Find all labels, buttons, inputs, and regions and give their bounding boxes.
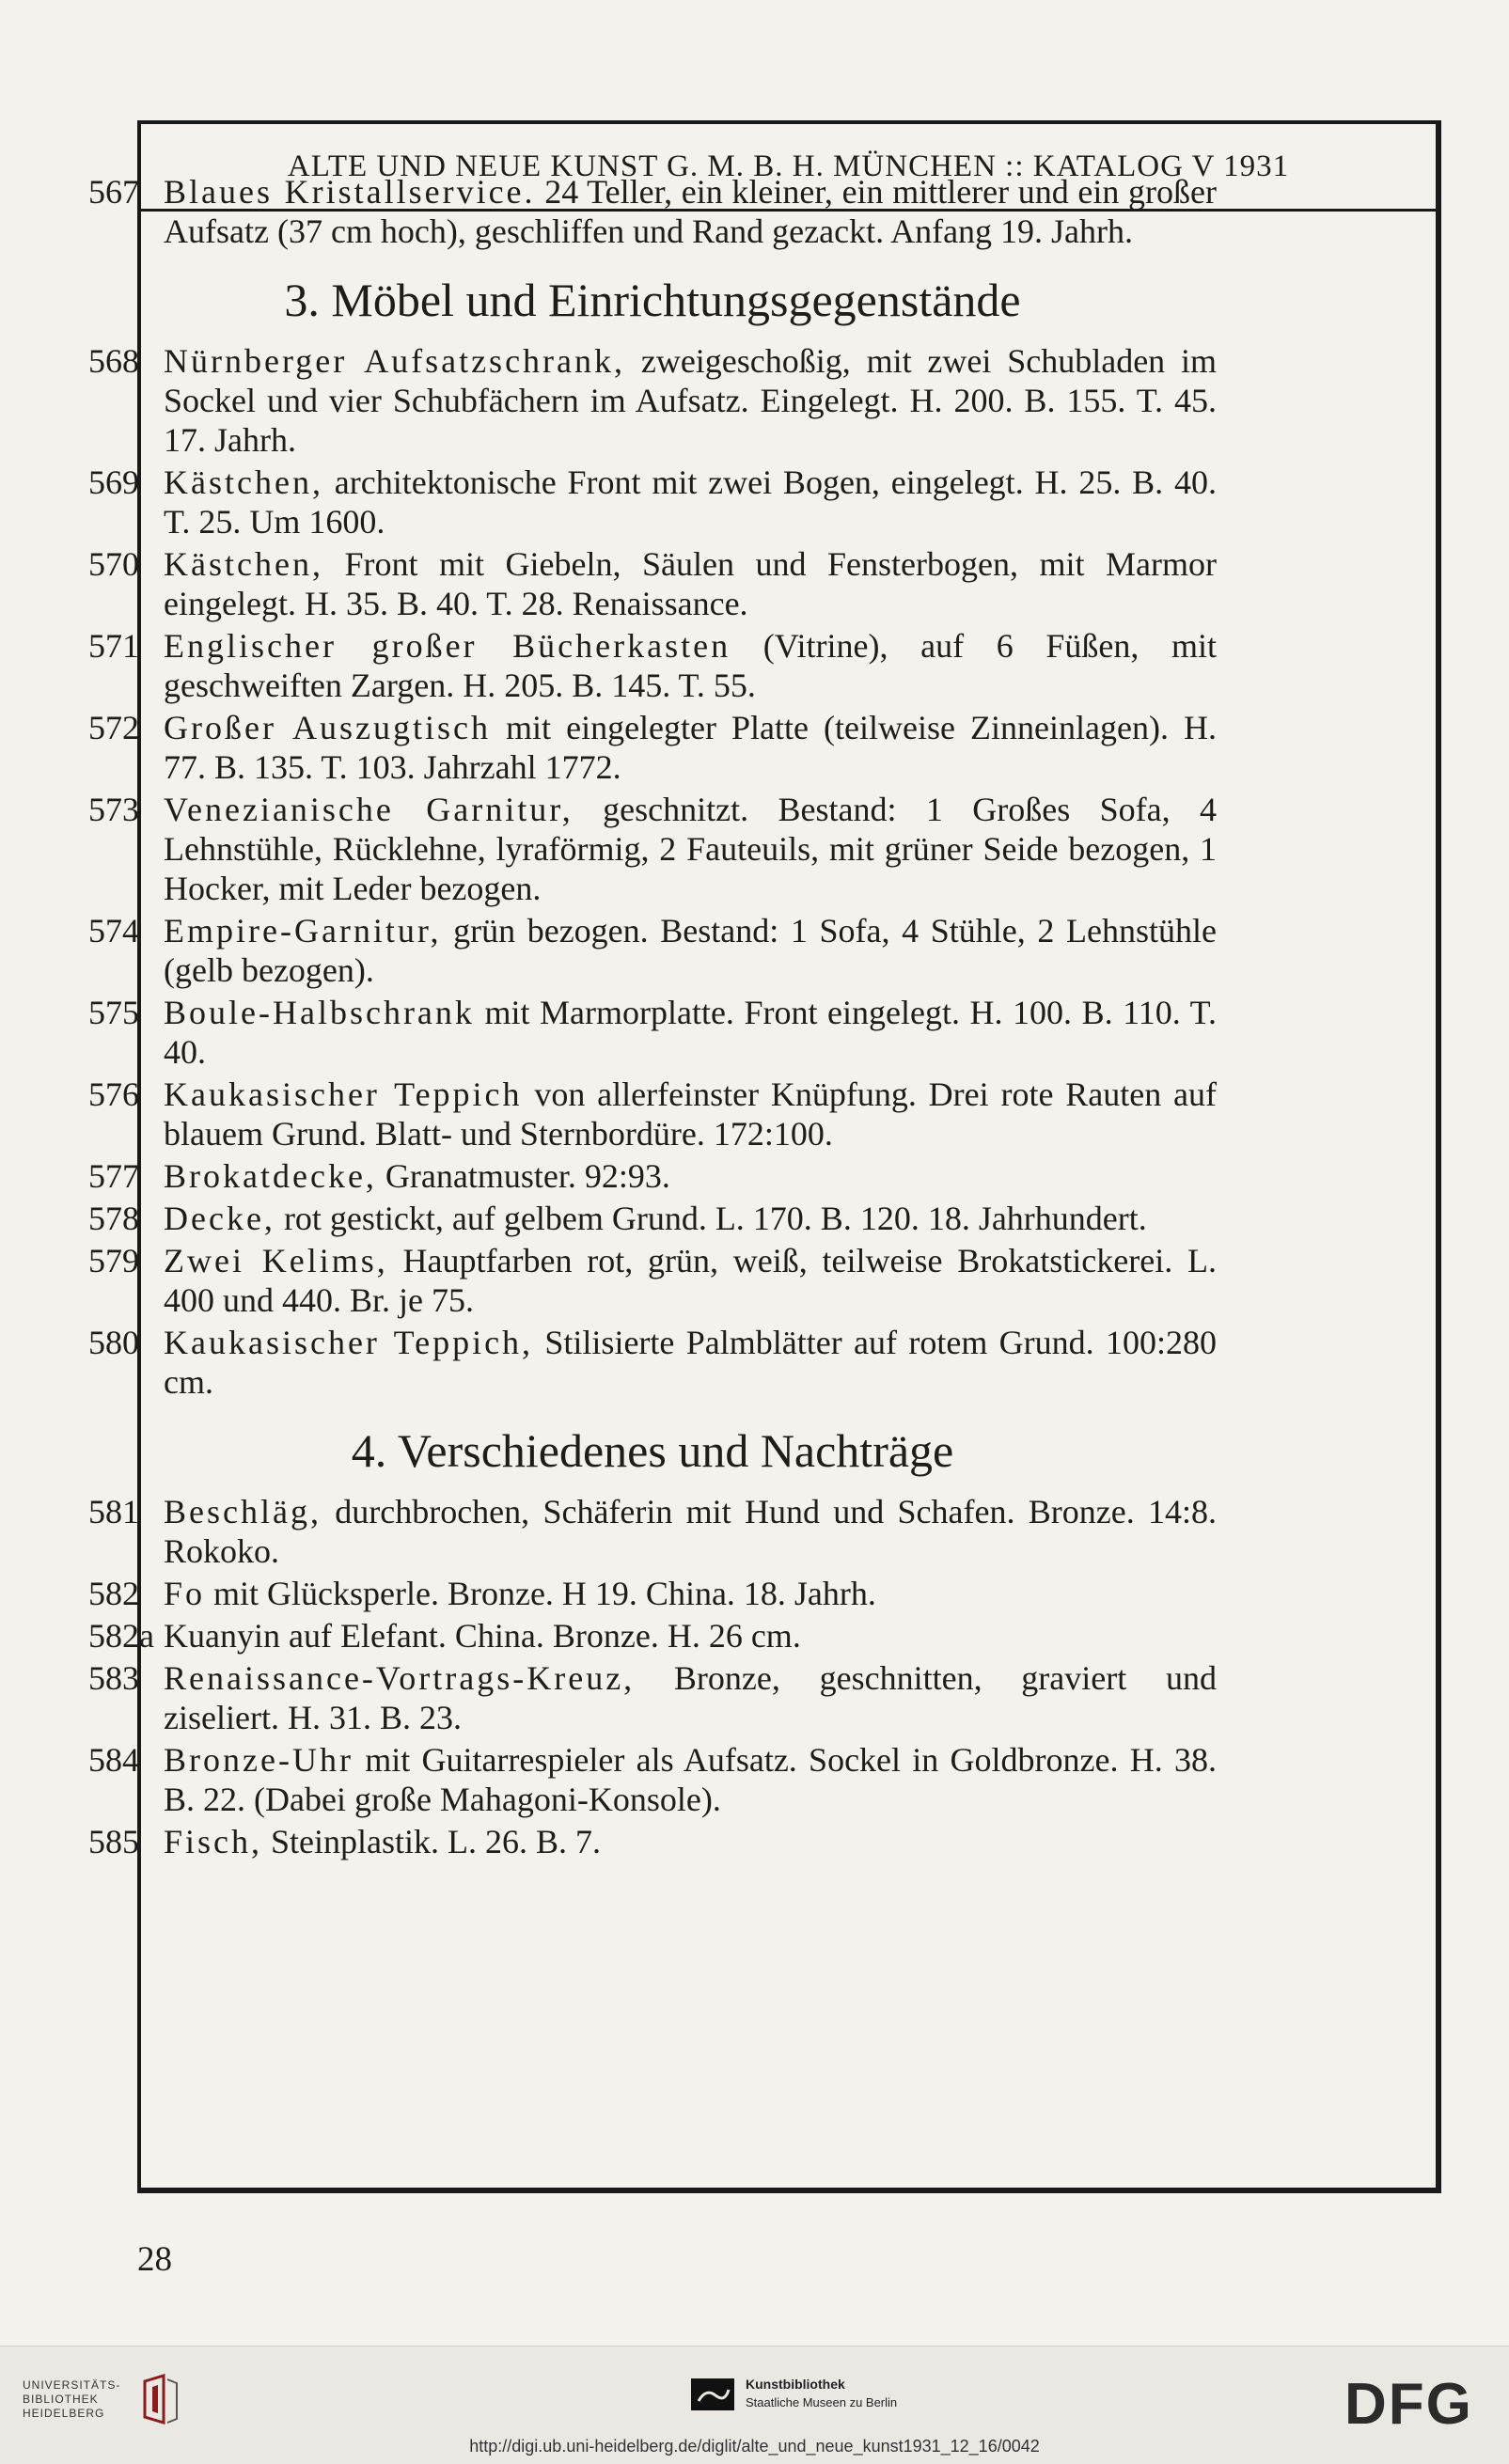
entry-description: mit Marmorplatte. Front eingelegt. H. 100. B. 110. T. 40. (164, 994, 1217, 1071)
entry-description: architektonische Front mit zwei Bogen, eingelegt. H. 25. B. 40. T. 25. Um 1600. (164, 463, 1217, 541)
entry-text (164, 1740, 1217, 1819)
entry-description: rot gestickt, auf gelbem Grund. L. 170. B. 120. 18. Jahrhundert. (275, 1200, 1147, 1237)
entry-title: Nürnberger Aufsatzschrank, (164, 342, 626, 380)
page-number: 28 (137, 2240, 172, 2279)
entry-text (164, 1156, 1217, 1196)
entry-number: 575 (88, 994, 139, 1031)
entry-title: Zwei Kelims, (164, 1242, 388, 1279)
entry-number: 583 (88, 1659, 139, 1697)
entry-number: 577 (88, 1157, 139, 1195)
entry-text (164, 1658, 1217, 1737)
entry-title: Großer Auszugtisch (164, 709, 491, 746)
entries-section-3 (88, 341, 1217, 1402)
dfg-logo: DFG (1344, 2372, 1473, 2437)
entry-title: Kästchen, (164, 463, 323, 501)
entry-text (164, 1323, 1217, 1402)
catalog-entry (88, 1658, 1217, 1737)
entry-text (164, 1241, 1217, 1320)
entry-title: Boule-Halbschrank (164, 994, 475, 1031)
catalog-entry (88, 1616, 1217, 1656)
entry-number: 574 (88, 912, 139, 950)
entry-title: Brokatdecke, (164, 1157, 377, 1195)
header-title: ALTE UND NEUE KUNST G. M. B. H. MÜNCHEN :: KATALOG V 1931 (287, 149, 1290, 183)
entry-number: 576 (88, 1075, 139, 1113)
entry-title: Venezianische Garnitur, (164, 791, 574, 828)
entry-description: Granatmuster. 92:93. (376, 1157, 670, 1195)
entry-text (164, 544, 1217, 623)
entry-number: 578 (88, 1200, 139, 1237)
entry-text (164, 911, 1217, 990)
source-url[interactable]: http://digi.ub.uni-heidelberg.de/diglit/alte_und_neue_kunst1931_12_16/0042 (469, 2437, 1040, 2456)
entry-description: Steinplastik. L. 26. B. 7. (262, 1823, 602, 1860)
entry-number: 568 (88, 342, 139, 380)
catalog-entry (88, 1574, 1217, 1613)
entry-text (164, 1574, 1217, 1613)
entry-text (164, 993, 1217, 1072)
entry-number: 567 (88, 173, 139, 211)
entry-title: Kästchen, (164, 545, 323, 583)
section-heading-3: 3. Möbel und Einrichtungsgegenstände (284, 274, 1021, 326)
entries-section-4 (88, 1492, 1217, 1861)
entry-description: grün bezogen. Bestand: 1 Sofa, 4 Stühle, 2 Lehnstühle (gelb bezogen). (164, 912, 1217, 989)
entry-text (164, 172, 1217, 251)
catalog-entry (88, 341, 1217, 460)
entry-title: Renaissance-Vortrags-Kreuz, (164, 1659, 636, 1697)
catalog-entry (88, 1740, 1217, 1819)
kunstbibliothek-name: Kunstbibliothek (746, 2377, 845, 2392)
entry-title: Kaukasischer Teppich, (164, 1324, 534, 1361)
catalog-entry (88, 1492, 1217, 1571)
entry-text (164, 1822, 1217, 1861)
entry-text (164, 463, 1217, 541)
entry-description: Hauptfarben rot, grün, weiß, teilweise Brokatstickerei. L. 400 und 440. Br. je 75. (164, 1242, 1217, 1319)
entry-title: Empire-Garnitur, (164, 912, 442, 950)
catalog-entry (88, 708, 1217, 787)
entry-text (164, 1492, 1217, 1571)
university-line: HEIDELBERG (23, 2407, 105, 2420)
entry-description: geschnitzt. Bestand: 1 Großes Sofa, 4 Lehnstühle, Rücklehne, lyraförmig, 2 Fauteuils, mit grüner Seide bezogen, 1 Hocker, mit Leder bezogen. (164, 791, 1217, 907)
entry-description: mit eingelegter Platte (teilweise Zinneinlagen). H. 77. B. 135. T. 103. Jahrzahl 1772. (164, 709, 1217, 786)
entry-title: Bronze-Uhr (164, 1741, 354, 1779)
university-logo-icon (139, 2374, 182, 2426)
catalog-entry (88, 1822, 1217, 1861)
entry-number: 573 (88, 791, 139, 828)
entry-title: Englischer großer Bücherkasten (164, 627, 731, 665)
entry-title: Fisch, (164, 1823, 263, 1860)
entry-title: Fo (164, 1575, 206, 1612)
entry-title: Beschläg, (164, 1493, 322, 1530)
entry-description: Bronze, geschnitten, graviert und ziseliert. H. 31. B. 23. (164, 1659, 1217, 1736)
catalog-entry (88, 172, 1217, 251)
entry-title: Blaues Kristallservice. (164, 173, 536, 211)
entry-text (164, 790, 1217, 908)
entry-description: (Vitrine), auf 6 Füßen, mit geschweiften Zargen. H. 205. B. 145. T. 55. (164, 627, 1217, 704)
entry-number: 582a (88, 1617, 154, 1655)
catalog-entry (88, 463, 1217, 541)
catalog-entry (88, 1156, 1217, 1196)
entry-description: Front mit Giebeln, Säulen und Fensterbogen, mit Marmor eingelegt. H. 35. B. 40. T. 28. Renaissance. (164, 545, 1217, 622)
entry-text (164, 341, 1217, 460)
catalog-entry (88, 1241, 1217, 1320)
catalog-entry (88, 993, 1217, 1072)
university-library-label (23, 2378, 120, 2421)
entry-description: durchbrochen, Schäferin mit Hund und Schafen. Bronze. 14:8. Rokoko. (164, 1493, 1217, 1570)
catalog-entry (88, 911, 1217, 990)
entry-description: von allerfeinster Knüpfung. Drei rote Rauten auf blauem Grund. Blatt- und Sternbordüre. 172:100. (164, 1075, 1217, 1153)
entries-intro (88, 172, 1217, 251)
university-line: BIBLIOTHEK (23, 2393, 99, 2406)
entry-description: mit Guitarrespieler als Aufsatz. Sockel in Goldbronze. H. 38. B. 22. (Dabei große Mahagoni-Konsole). (164, 1741, 1217, 1818)
entry-number: 582 (88, 1575, 139, 1612)
kunstbibliothek-icon (691, 2378, 734, 2410)
entry-text (164, 626, 1217, 705)
entry-number: 584 (88, 1741, 139, 1779)
entry-text (164, 1199, 1217, 1238)
entry-description: 24 Teller, ein kleiner, ein mittlerer und ein großer Aufsatz (37 cm hoch), geschliffen und Rand gezackt. Anfang 19. Jahrh. (164, 173, 1217, 250)
entry-text (164, 1075, 1217, 1154)
catalog-entry (88, 1323, 1217, 1402)
catalog-entry (88, 1199, 1217, 1238)
catalog-entry (88, 1075, 1217, 1154)
entry-number: 585 (88, 1823, 139, 1860)
entry-number: 571 (88, 627, 139, 665)
section-heading-4: 4. Verschiedenes und Nachträge (351, 1424, 954, 1477)
catalog-entry (88, 626, 1217, 705)
entry-title: Kaukasischer Teppich (164, 1075, 523, 1113)
kunstbibliothek-subtitle: Staatliche Museen zu Berlin (746, 2395, 898, 2409)
entry-number: 579 (88, 1242, 139, 1279)
entry-number: 581 (88, 1493, 139, 1530)
entry-text (164, 708, 1217, 787)
catalog-content (88, 172, 1217, 1864)
catalog-entry (88, 544, 1217, 623)
catalog-entry (88, 790, 1217, 908)
entry-number: 572 (88, 709, 139, 746)
university-line: UNIVERSITÄTS- (23, 2378, 121, 2392)
entry-title: Decke, (164, 1200, 275, 1237)
entry-description: zweigeschoßig, mit zwei Schubladen im Sockel und vier Schubfächern im Aufsatz. Eingelegt. H. 200. B. 155. T. 45. 17. Jahrh. (164, 342, 1217, 459)
entry-description: mit Glücksperle. Bronze. H 19. China. 18. Jahrh. (205, 1575, 876, 1612)
entry-description: Kuanyin auf Elefant. China. Bronze. H. 26 cm. (164, 1617, 801, 1655)
entry-number: 569 (88, 463, 139, 501)
entry-number: 570 (88, 545, 139, 583)
entry-text (164, 1616, 1217, 1656)
entry-number: 580 (88, 1324, 139, 1361)
entry-description: Stilisierte Palmblätter auf rotem Grund. 100:280 cm. (164, 1324, 1217, 1401)
